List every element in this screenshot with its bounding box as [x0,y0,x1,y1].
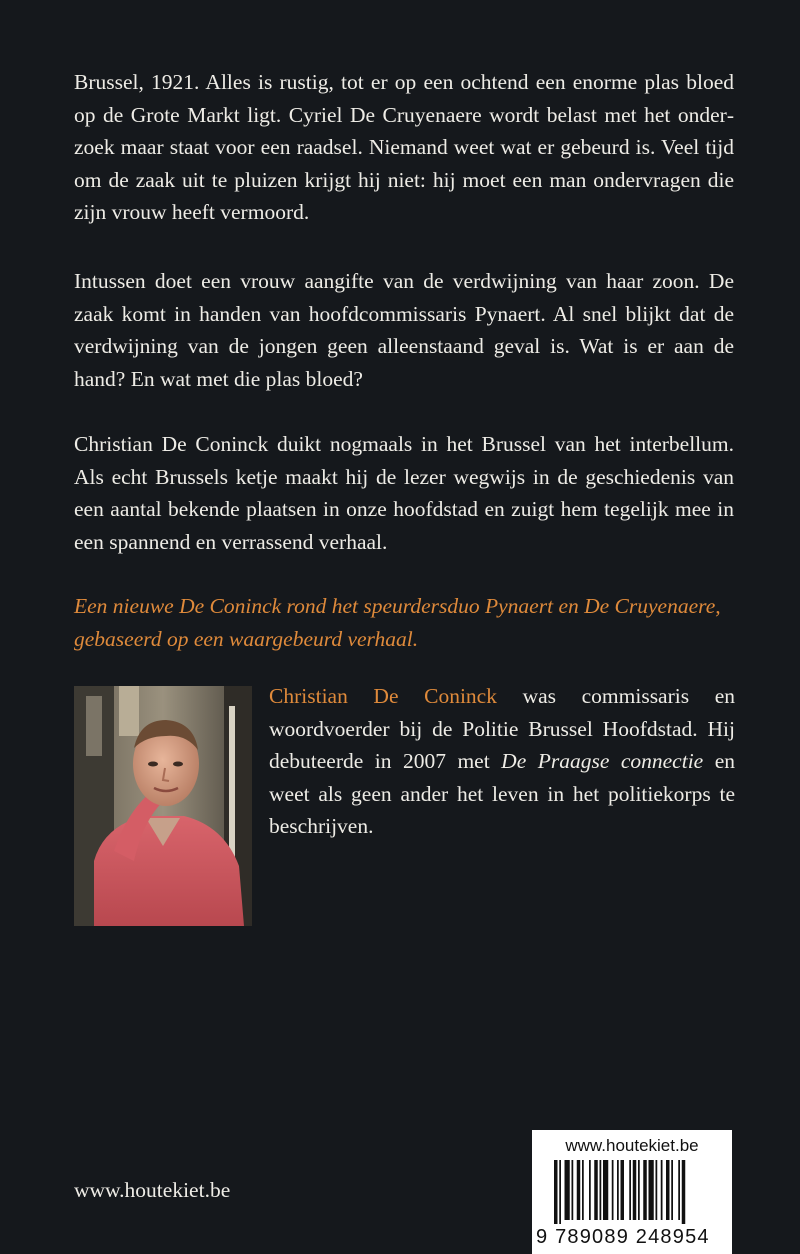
publisher-website: www.houtekiet.be [74,1178,231,1202]
barcode-bar [649,1160,654,1220]
tagline-line-2: gebaseerd op een waargebeurd verhaal. [74,626,419,651]
barcode-bar [682,1160,686,1224]
blurb-paragraph-3: Christian De Coninck duikt nogmaals in het Brussel van het interbellum. Als echt Brussels ketje maakt hij de lezer wegwijs in de geschiedenis van een aantal bekende plaatsen in onze hoofdstad en zuigt hem tegelijk mee in een spannend en verrassend verhaal. [74,432,734,554]
barcode-bar [603,1160,608,1220]
tagline [74,590,734,655]
barcode-bar [661,1160,663,1220]
barcode-bar [617,1160,619,1220]
author-name: Christian De Coninck [269,684,497,708]
book-title: De Praagse connectie [501,749,704,774]
barcode-bar [643,1160,647,1220]
barcode-bar [666,1160,670,1220]
barcode-bars [554,1160,722,1224]
barcode-bar [629,1160,631,1220]
author-photo [74,686,252,926]
barcode-bar [594,1160,598,1220]
author-bio [269,680,735,843]
barcode-bar [600,1160,602,1220]
barcode-bar [589,1160,591,1220]
author-bio-text-2: en weet als geen ander het leven in het politiekorps te beschrijven. [269,749,735,839]
barcode-bar [572,1160,574,1220]
barcode-bar [678,1160,680,1220]
barcode-bar [577,1160,581,1220]
barcode-bar [638,1160,640,1220]
barcode-url: www.houtekiet.be [565,1136,699,1155]
author-bio-text-1: was commissaris en woordvoerder bij de Politie Brussel Hoofdstad. Hij debuteerde in 2007 met [269,684,735,774]
barcode-bar [559,1160,561,1224]
barcode-bar [656,1160,658,1220]
barcode-digits: 9 789089 248954 [536,1226,710,1248]
barcode-bar [582,1160,584,1220]
tagline-line-1: Een nieuwe De Coninck rond het speurdersduo Pynaert en De Cruyenaere, [74,594,721,618]
blurb-paragraph-1: Brussel, 1921. Alles is rustig, tot er op een ochtend een enorme plas bloed op de Grote Markt ligt. Cyriel De Cruyenaere wordt belast met het onderzoek maar staat voor een raadsel. Niemand weet wat er gebeurd is. Veel tijd om de zaak uit te pluizen krijgt hij niet: hij moet een man ondervragen die zijn vrouw heeft vermoord. [74,70,734,225]
isbn-barcode [532,1130,732,1254]
barcode-bar [633,1160,637,1220]
barcode-bar [612,1160,614,1220]
barcode-bar [554,1160,558,1224]
barcode-bar [565,1160,570,1220]
blurb-paragraph-2: Intussen doet een vrouw aangifte van de verdwijning van haar zoon. De zaak komt in handen van hoofdcommissaris Pynaert. Al snel blijkt dat de verdwijning van de jongen geen alleenstaand geval is. Wat is er aan de hand? En wat met die plas bloed? [74,269,734,391]
barcode-bar [671,1160,673,1220]
barcode-bar [621,1160,625,1220]
